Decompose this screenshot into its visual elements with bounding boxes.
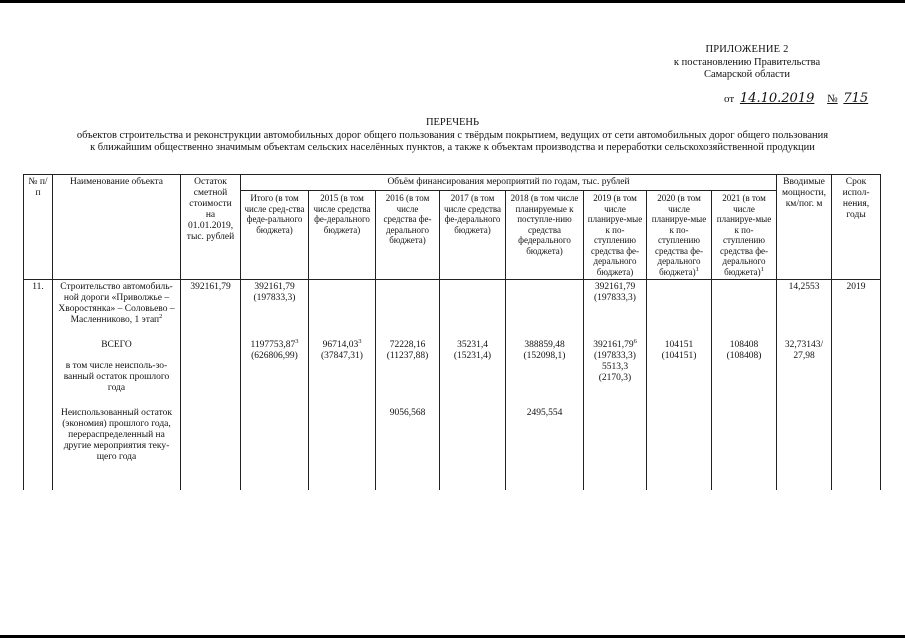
appendix-title: ПРИЛОЖЕНИЕ 2 bbox=[705, 44, 789, 55]
redistributed-2018-value: 2495,554 bbox=[526, 408, 563, 418]
page-top-rule bbox=[0, 0, 905, 3]
total-total-footnote: 3 bbox=[295, 337, 299, 345]
total-2015-value: 96714,03 bbox=[322, 340, 359, 350]
redistributed-balance bbox=[181, 396, 241, 490]
redistributed-2016 bbox=[376, 396, 440, 490]
header-2021-footnote: 1 bbox=[760, 265, 764, 273]
row11-2019 bbox=[584, 280, 647, 329]
row11-name bbox=[53, 280, 181, 329]
redistributed-total bbox=[241, 396, 309, 490]
total-2017 bbox=[440, 328, 506, 396]
total-2016 bbox=[376, 328, 440, 396]
header-2019: 2019 (в том числе планируе-мые к по-ступлению средства фе-дерального бюджета) bbox=[584, 191, 647, 280]
redistributed-2015 bbox=[309, 396, 376, 490]
header-2020-text: 2020 (в том числе планируе-мые к по-ступлению средства фе-дерального бюджета) bbox=[651, 193, 707, 277]
page-bottom-rule bbox=[0, 635, 905, 638]
total-2019-footnote: 6 bbox=[633, 337, 637, 345]
total-label-cell bbox=[53, 328, 181, 396]
total-2019-value: 392161,79 bbox=[593, 340, 634, 350]
total-2021-federal: (108408) bbox=[726, 351, 762, 361]
header-2015: 2015 (в том числе средства фе-дерального бюджета) bbox=[309, 191, 376, 280]
unused-2019-value: 5513,3 bbox=[601, 362, 629, 372]
header-2017: 2017 (в том числе средства фе-дерального бюджета) bbox=[440, 191, 506, 280]
total-2016-federal: (11237,88) bbox=[386, 351, 429, 361]
document-subtitle-line2: к ближайшим общественно значимым объектам сельских населённых пунктов, а также к объектам производства и переработки сельскохозяйственной продукции bbox=[90, 142, 815, 153]
total-2017-value: 35231,4 bbox=[457, 340, 488, 350]
row11-2017 bbox=[440, 280, 506, 329]
appendix-line1: к постановлению Правительства bbox=[673, 56, 821, 68]
redistributed-2019 bbox=[584, 396, 647, 490]
table-row-11 bbox=[24, 280, 881, 329]
total-2018 bbox=[506, 328, 584, 396]
redistributed-label-cell bbox=[53, 396, 181, 490]
appendix-block bbox=[617, 44, 877, 82]
header-term: Срок испол-нения, годы bbox=[832, 175, 881, 280]
header-2018: 2018 (в том числе планируемые к поступле-нию средства федерального бюджета) bbox=[506, 191, 584, 280]
total-2018-federal: (152098,1) bbox=[523, 351, 566, 361]
total-total-value: 1197753,87 bbox=[250, 340, 296, 350]
header-financing: Объём финансирования мероприятий по годам, тыс. рублей bbox=[241, 175, 777, 191]
row11-capacity: 14,2553 bbox=[777, 280, 832, 329]
total-2017-federal: (15231,4) bbox=[453, 351, 492, 361]
document-title: ПЕРЕЧЕНЬ bbox=[425, 117, 480, 128]
decree-number-prefix: № bbox=[827, 93, 838, 105]
redistributed-2016-value: 9056,568 bbox=[389, 408, 426, 418]
unused-label: в том числе неисполь-зо-ванный остаток прошлого года bbox=[63, 361, 170, 393]
header-capacity: Вводимые мощности, км/пог. м bbox=[777, 175, 832, 280]
row11-2019-value: 392161,79 bbox=[594, 282, 636, 292]
total-2020-federal: (104151) bbox=[661, 351, 697, 361]
total-balance bbox=[181, 328, 241, 396]
appendix-line2: Самарской области bbox=[704, 69, 790, 80]
total-2015 bbox=[309, 328, 376, 396]
decree-line bbox=[724, 91, 884, 106]
header-num: № п/п bbox=[24, 175, 53, 280]
header-name: Наименование объекта bbox=[53, 175, 181, 280]
total-term bbox=[832, 328, 881, 396]
redistributed-term bbox=[832, 396, 881, 490]
row11-balance: 392161,79 bbox=[181, 280, 241, 329]
total-2015-footnote: 3 bbox=[358, 337, 362, 345]
total-2018-value: 388859,48 bbox=[524, 340, 565, 350]
unused-2019-federal: (2170,3) bbox=[598, 373, 632, 383]
total-capacity-value: 32,73143/ 27,98 bbox=[784, 340, 824, 361]
row11-2016 bbox=[376, 280, 440, 329]
document-heading bbox=[0, 117, 905, 155]
total-2021 bbox=[712, 328, 777, 396]
total-2021-value: 108408 bbox=[729, 340, 759, 350]
table-header-row bbox=[24, 175, 881, 191]
redistributed-capacity bbox=[777, 396, 832, 490]
total-num bbox=[24, 328, 53, 396]
total-total-federal: (626806,99) bbox=[251, 351, 298, 361]
row11-total bbox=[241, 280, 309, 329]
redistributed-label: Неиспользованный остаток (экономия) прошлого года, перераспределенный на другие мероприятия теку-щего года bbox=[60, 408, 173, 462]
total-2020 bbox=[647, 328, 712, 396]
redistributed-2017 bbox=[440, 396, 506, 490]
total-2019 bbox=[584, 328, 647, 396]
total-capacity bbox=[777, 328, 832, 396]
redistributed-num bbox=[24, 396, 53, 490]
redistributed-2020 bbox=[647, 396, 712, 490]
header-total: Итого (в том числе сред-ства феде-рального бюджета) bbox=[241, 191, 309, 280]
header-balance: Остаток сметной стоимости на 01.01.2019, тыс. рублей bbox=[181, 175, 241, 280]
header-2021 bbox=[712, 191, 777, 280]
table-row-redistributed bbox=[24, 396, 881, 490]
decree-date: 14.10.2019 bbox=[739, 91, 815, 106]
table-row-total bbox=[24, 328, 881, 396]
total-2016-value: 72228,16 bbox=[389, 340, 426, 350]
total-total bbox=[241, 328, 309, 396]
total-2015-federal: (37847,31) bbox=[321, 351, 363, 361]
decree-date-prefix: от bbox=[724, 93, 735, 105]
total-2020-value: 104151 bbox=[664, 340, 694, 350]
objects-table bbox=[23, 174, 881, 490]
row11-2020 bbox=[647, 280, 712, 329]
row11-num: 11. bbox=[24, 280, 53, 329]
row11-name-text: Строительство автомобиль-ной дороги «Приволжье – Хворостянка» – Соловьево – Масленниково, 1 этап bbox=[58, 282, 175, 325]
redistributed-2021 bbox=[712, 396, 777, 490]
row11-2021 bbox=[712, 280, 777, 329]
row11-2015 bbox=[309, 280, 376, 329]
header-2020-footnote: 1 bbox=[695, 265, 699, 273]
header-2021-text: 2021 (в том числе планируе-мые к по-ступлению средства фе-дерального бюджета) bbox=[716, 193, 772, 277]
row11-2018 bbox=[506, 280, 584, 329]
row11-total-value: 392161,79 bbox=[254, 282, 295, 292]
redistributed-2018 bbox=[506, 396, 584, 490]
row11-term: 2019 bbox=[832, 280, 881, 329]
document-subtitle-line1: объектов строительства и реконструкции автомобильных дорог общего пользования с твёрдым покрытием, ведущих от сети автомобильных дорог общего пользования bbox=[76, 129, 829, 141]
decree-number: 715 bbox=[843, 91, 869, 106]
header-2016: 2016 (в том числе средства фе-дерального бюджета) bbox=[376, 191, 440, 280]
row11-2019-federal: (197833,3) bbox=[594, 293, 636, 303]
row11-total-federal: (197833,3) bbox=[253, 293, 296, 303]
total-label: ВСЕГО bbox=[101, 340, 132, 350]
header-2020 bbox=[647, 191, 712, 280]
row11-name-footnote: 2 bbox=[159, 312, 163, 320]
total-2019-federal: (197833,3) bbox=[594, 351, 636, 361]
